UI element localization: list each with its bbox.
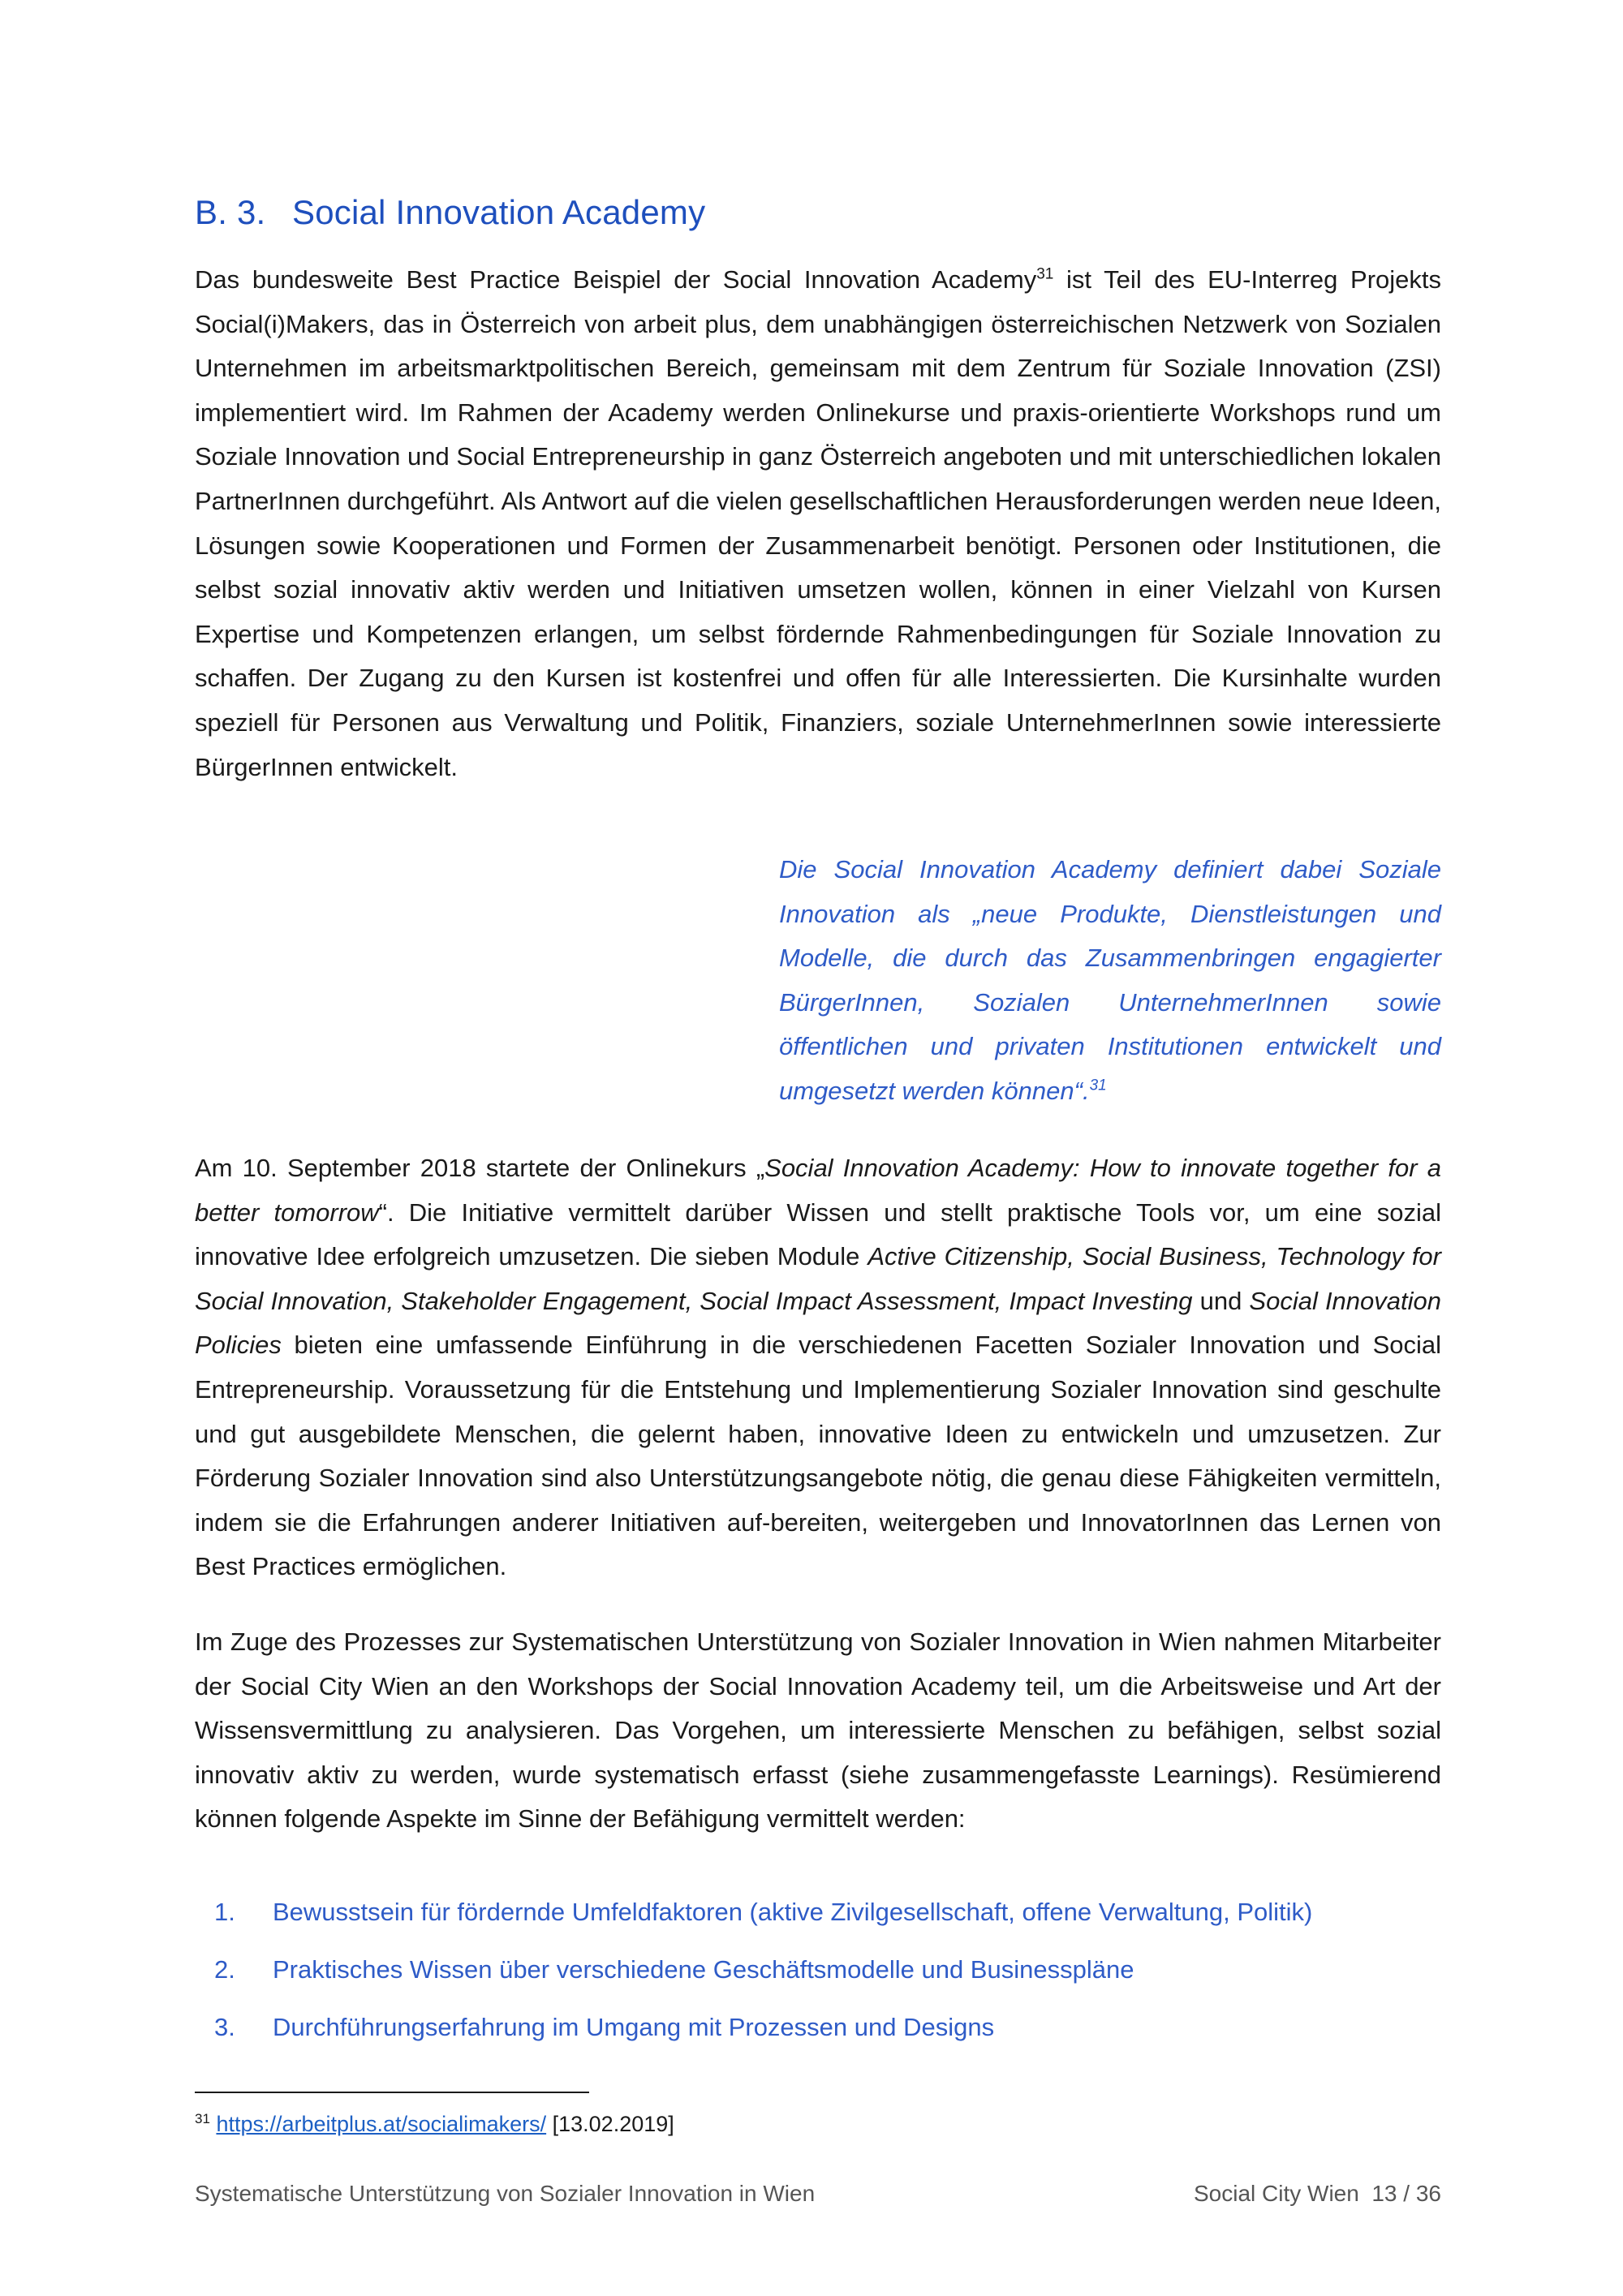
quote-footnote-ref[interactable]: 31 <box>1089 1077 1107 1094</box>
list-text: Bewusstsein für fördernde Umfeldfaktoren (aktive Zivilgesellschaft, offene Verwaltung, Politik) <box>273 1898 1313 1926</box>
learnings-list <box>195 1890 1441 2063</box>
section-heading <box>195 193 705 232</box>
course-text-2: “. Die Initiative vermittelt darüber Wissen und stellt praktische Tools vor, um eine sozial innovative Idee erfolgreich umzusetzen. Die sieben Module <box>195 1197 1441 1271</box>
list-item <box>195 1948 1441 2006</box>
footnote-number: 31 <box>195 2111 210 2126</box>
module-names: Active Citizenship, Social Business, Technology for Social Innovation, Stakeholder Engagement, Social Impact Assessment, Impact Investing <box>195 1242 1441 1315</box>
section-number: B. 3. <box>195 193 266 231</box>
footnote-link[interactable]: https://arbeitplus.at/socialimakers/ <box>216 2112 547 2136</box>
list-number: 1. <box>214 1898 235 1926</box>
footnote-ref[interactable]: 31 <box>1036 265 1054 283</box>
list-number: 3. <box>214 2013 235 2041</box>
course-title: Social Innovation Academy: How to innovate together for a better tomorrow <box>195 1154 1441 1227</box>
footnote-date: [13.02.2019] <box>546 2112 674 2136</box>
course-paragraph <box>195 1146 1441 1589</box>
intro-text-start: Das bundesweite Best Practice Beispiel der Social Innovation Academy <box>195 265 1037 294</box>
footnote <box>195 2112 674 2137</box>
list-item <box>195 2006 1441 2063</box>
list-text: Durchführungserfahrung im Umgang mit Prozessen und Designs <box>273 2013 995 2041</box>
list-item <box>195 1890 1441 1948</box>
footnote-divider <box>195 2092 589 2093</box>
quote-text: Die Social Innovation Academy definiert dabei Soziale Innovation als „neue Produkte, Dienstleistungen und Modelle, die durch das Zusammenbringen engagierter BürgerInnen, Sozialen UnternehmerInnen sowie öffentlichen und privaten Institutionen entwickelt und umgesetzt werden können“. <box>779 855 1441 1105</box>
process-paragraph: Im Zuge des Prozesses zur Systematischen Unterstützung von Sozialer Innovation in Wien nahmen Mitarbeiter der Social City Wien an den Workshops der Social Innovation Academy teil, um die Arbeitsweise und Art der Wissensvermittlung zu analysieren. Das Vorgehen, um interessierte Menschen zu befähigen, selbst sozial innovativ aktiv zu werden, wurde systematisch erfasst (siehe zusammengefasste Learnings). Resümierend können folgende Aspekte im Sinne der Befähigung vermittelt werden: <box>195 1627 1441 1834</box>
intro-paragraph <box>195 258 1441 789</box>
list-text: Praktisches Wissen über verschiedene Geschäftsmodelle und Businesspläne <box>273 1955 1134 1984</box>
definition-quote <box>779 848 1441 1114</box>
intro-text-rest: ist Teil des EU-Interreg Projekts Social(i)Makers, das in Österreich von arbeit plus, dem unabhängigen österreichischen Netzwerk von Sozialen Unternehmen im arbeitsmarktpolitischen Bereich, gemeinsam mit dem Zentrum für Soziale Innovation (ZSI) implementiert wird. Im Rahmen der Academy werden Onlinekurse und praxis-orientierte Workshops rund um Soziale Innovation und Social Entrepreneurship in ganz Österreich angeboten und mit unterschiedlichen lokalen PartnerInnen durchgeführt. Als Antwort auf die vielen gesellschaftlichen Herausforderungen werden neue Ideen, Lösungen sowie Kooperationen und Formen der Zusammenarbeit benötigt. Personen oder Institutionen, die selbst sozial innovativ aktiv werden und Initiativen umsetzen wollen, können in einer Vielzahl von Kursen Expertise und Kompetenzen erlangen, um selbst fördernde Rahmenbedingungen für Soziale Innovation zu schaffen. Der Zugang zu den Kursen ist kostenfrei und offen für alle Interessierten. Die Kursinhalte wurden speziell für Personen aus Verwaltung und Politik, Finanziers, soziale UnternehmerInnen sowie interessierte BürgerInnen entwickelt. <box>195 265 1441 781</box>
course-text-3: und <box>1192 1286 1250 1315</box>
page-footer <box>195 2181 1441 2207</box>
module-policies: Social Innovation Policies <box>195 1286 1441 1360</box>
course-text-4: bieten eine umfassende Einführung in die verschiedenen Facetten Sozialer Innovation und Social Entrepreneurship. Voraussetzung für die Entstehung und Implementierung Sozialer Innovation sind geschulte und gut ausgebildete Menschen, die gelernt haben, innovative Ideen zu entwickeln und umzusetzen. Zur Förderung Sozialer Innovation sind also Unterstützungsangebote nötig, die genau diese Fähigkeiten vermitteln, indem sie die Erfahrungen anderer Initiativen auf-bereiten, weitergeben und InnovatorInnen das Lernen von Best Practices ermöglichen. <box>195 1331 1441 1581</box>
course-text-1: Am 10. September 2018 startete der Onlinekurs „ <box>195 1154 765 1182</box>
section-title: Social Innovation Academy <box>292 193 706 231</box>
list-number: 2. <box>214 1955 235 1984</box>
footer-document-title: Systematische Unterstützung von Sozialer Innovation in Wien <box>195 2181 816 2206</box>
footer-page-number: Social City Wien 13 / 36 <box>1193 2181 1441 2206</box>
